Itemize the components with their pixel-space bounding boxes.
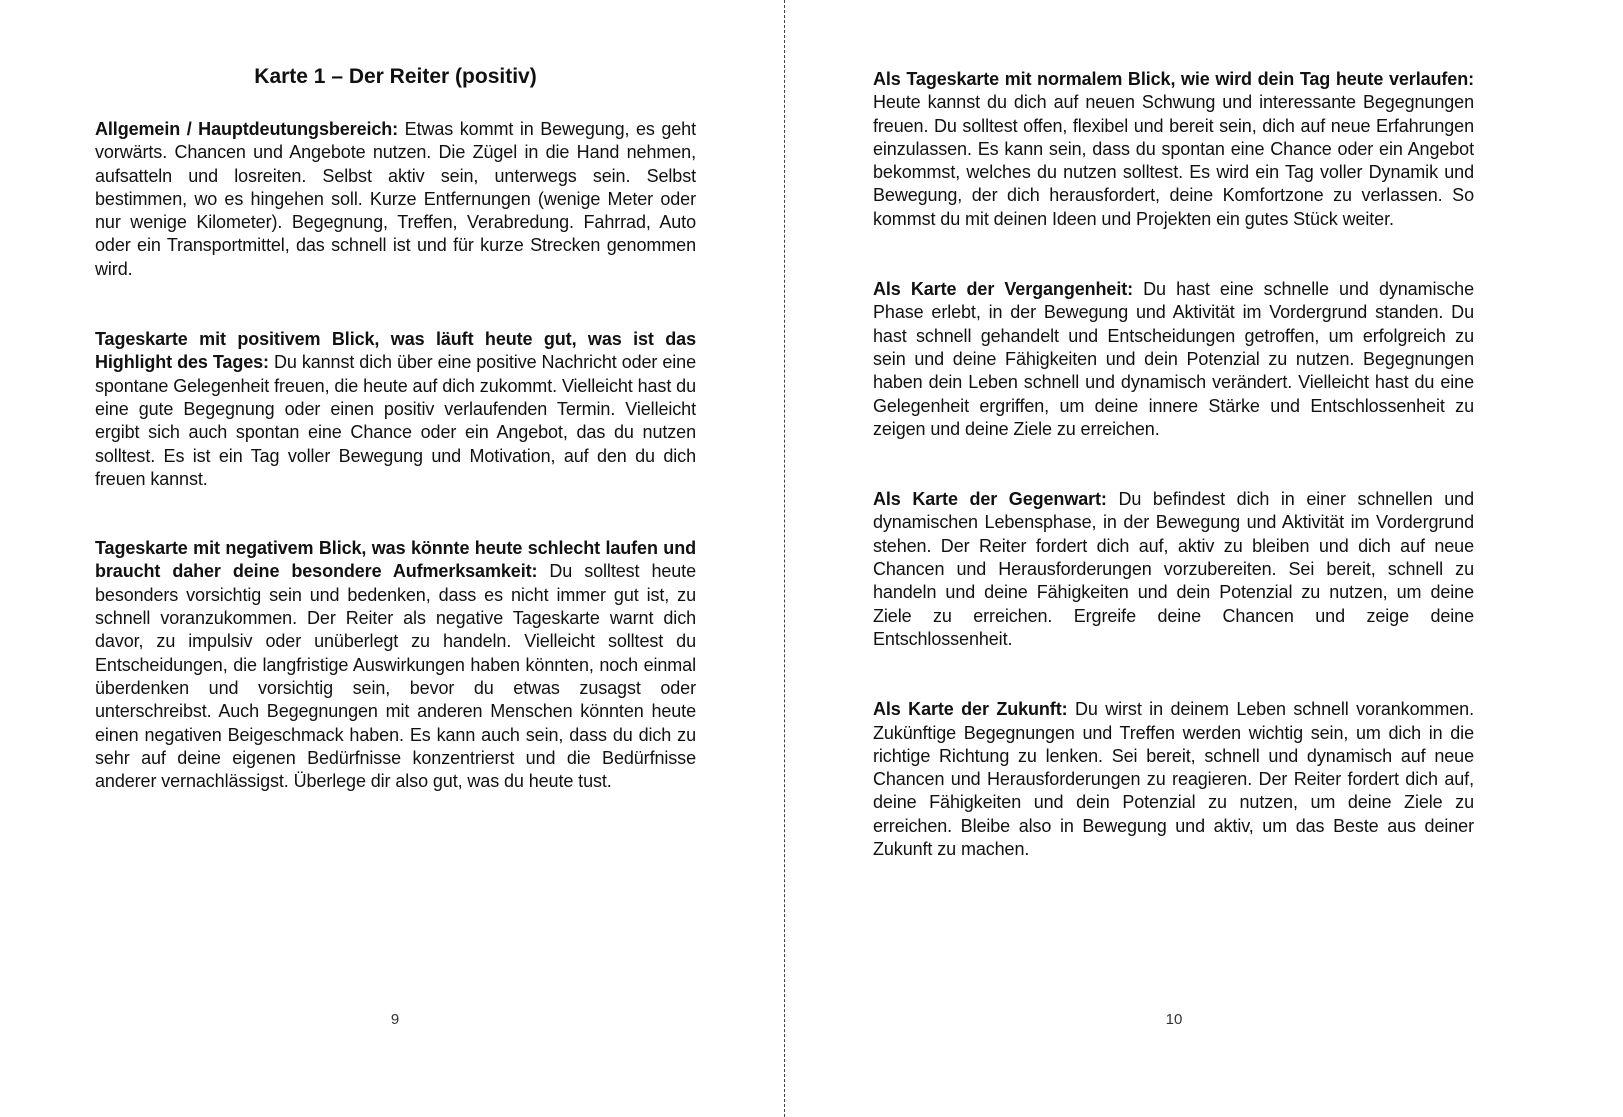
section-heading: Allgemein / Hauptdeutungsbereich: [95, 119, 399, 139]
section-day-negative [95, 537, 696, 793]
section-day-normal [873, 68, 1474, 231]
left-page [0, 0, 784, 1117]
section-body: Du hast eine schnelle und dynamische Phase erlebt, in der Bewegung und Aktivität im Vordergrund standen. Du hast schnell gehandelt und Entscheidungen getroffen, um erfolgreich zu sein und deine Fähigkeiten und dein Potenzial zu nutzen. Begegnungen haben dein Leben schnell und dynamisch verändert. Vielleicht hast du eine Gelegenheit ergriffen, um deine innere Stärke und Entschlossenheit zu zeigen und deine Ziele zu erreichen. [873, 279, 1474, 439]
section-present [873, 488, 1474, 651]
section-body: Etwas kommt in Bewegung, es geht vorwärts. Chancen und Angebote nutzen. Die Zügel in die Hand nehmen, aufsatteln und losreiten. Selbst aktiv sein, unterwegs sein. Selbst bestimmen, wo es hingehen soll. Kurze Entfernungen (wenige Meter oder nur wenige Kilometer). Begegnung, Treffen, Verabredung. Fahrrad, Auto oder ein Transportmittel, das schnell ist und für kurze Strecken genommen wird. [95, 119, 696, 279]
section-body: Du solltest heute besonders vorsichtig sein und bedenken, dass es nicht immer gut ist, zu schnell voranzukommen. Der Reiter als negative Tageskarte warnt dich davor, zu impulsiv oder unüberlegt zu handeln. Vielleicht solltest du Entscheidungen, die langfristige Auswirkungen haben könnten, noch einmal überdenken und vorsichtig sein, bevor du etwas zusagst oder unterschreibst. Auch Begegnungen mit anderen Menschen könnten heute einen negativen Beigeschmack haben. Es kann auch sein, dass du dich zu sehr auf deine eigenen Bedürfnisse konzentrierst und die Bedürfnisse anderer vernachlässigst. Überlege dir also gut, was du heute tust. [95, 561, 696, 792]
right-page [786, 0, 1623, 1117]
page-number: 10 [1165, 1011, 1183, 1028]
section-body: Du kannst dich über eine positive Nachricht oder eine spontane Gelegenheit freuen, die heute auf dich zukommt. Vielleicht hast du eine gute Begegnung oder einen positiv verlaufenden Termin. Vielleicht ergibt sich auch spontan eine Chance oder ein Angebot, das du nutzen solltest. Es ist ein Tag voller Bewegung und Motivation, auf den du dich freuen kannst. [95, 352, 696, 489]
section-past [873, 278, 1474, 441]
section-body: Heute kannst du dich auf neuen Schwung und interessante Begegnungen freuen. Du solltest offen, flexibel und bereit sein, dich auf neue Erfahrungen einzulassen. Es kann sein, dass du spontan eine Chance oder ein Angebot bekommst, welches du nutzen solltest. Es wird ein Tag voller Dynamik und Bewegung, der dich herausfordert, deine Komfortzone zu verlassen. So kommst du mit deinen Ideen und Projekten ein gutes Stück weiter. [873, 92, 1474, 229]
section-body: Du wirst in deinem Leben schnell vorankommen. Zukünftige Begegnungen und Treffen werden wichtig sein, um dich in die richtige Richtung zu lenken. Sei bereit, schnell und dynamisch auf neue Chancen und Herausforderungen zu reagieren. Der Reiter fordert dich auf, deine Fähigkeiten und dein Potenzial zu nutzen, um deine Ziele zu erreichen. Bleibe also in Bewegung und aktiv, um das Beste aus deiner Zukunft zu machen. [873, 699, 1474, 860]
section-heading: Tageskarte mit negativem Blick, was könnte heute schlecht laufen und braucht daher deine besondere Aufmerksamkeit: [95, 538, 696, 582]
section-heading: Tageskarte mit positivem Blick, was läuft heute gut, was ist das Highlight des Tages: [95, 329, 696, 373]
section-heading: Als Karte der Zukunft: [873, 699, 1068, 720]
page-divider [784, 0, 785, 1117]
section-body: Du befindest dich in einer schnellen und dynamischen Lebensphase, in der Bewegung und Aktivität im Vordergrund stehen. Der Reiter fordert dich auf, aktiv zu bleiben und dich auf neue Chancen und Herausforderungen vorzubereiten. Sei bereit, schnell zu handeln und deine Fähigkeiten und dein Potenzial zu nutzen, um deine Ziele zu erreichen. Ergreife deine Chancen und zeige deine Entschlossenheit. [873, 489, 1474, 649]
left-page-content [95, 64, 696, 793]
section-heading: Als Karte der Gegenwart: [873, 489, 1107, 510]
section-future [873, 698, 1474, 861]
section-heading: Als Karte der Vergangenheit: [873, 279, 1134, 300]
section-heading: Als Tageskarte mit normalem Blick, wie wird dein Tag heute verlaufen: [873, 69, 1474, 89]
page-title: Karte 1 – Der Reiter (positiv) [254, 65, 537, 88]
page-number: 9 [390, 1011, 400, 1028]
section-day-positive [95, 328, 696, 491]
section-general [95, 118, 696, 281]
right-page-content [873, 68, 1474, 861]
